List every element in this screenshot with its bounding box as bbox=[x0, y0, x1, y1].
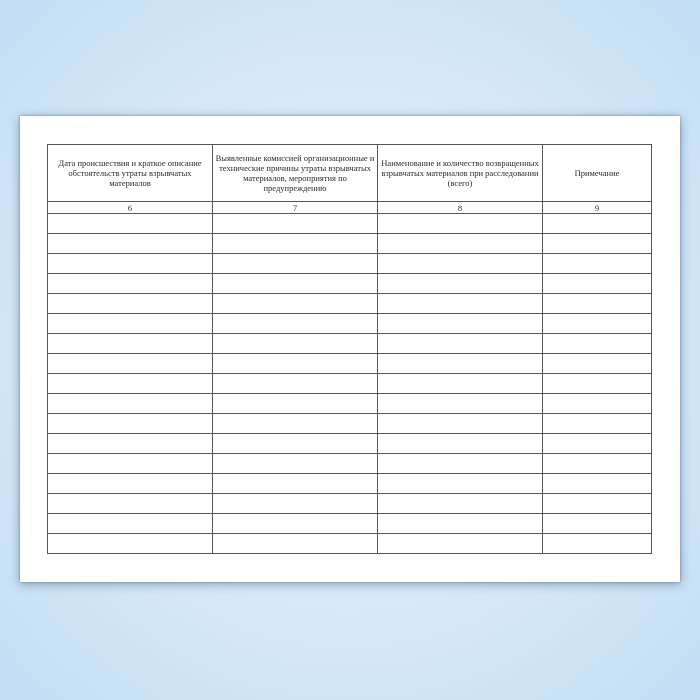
table-cell bbox=[378, 534, 543, 554]
table-cell bbox=[48, 294, 213, 314]
table-cell bbox=[48, 394, 213, 414]
table-cell bbox=[213, 234, 378, 254]
table-row bbox=[48, 314, 652, 334]
table-cell bbox=[378, 354, 543, 374]
table-cell bbox=[48, 234, 213, 254]
table-cell bbox=[48, 414, 213, 434]
table-row bbox=[48, 334, 652, 354]
table-cell bbox=[378, 234, 543, 254]
table-cell bbox=[543, 414, 652, 434]
table-cell bbox=[48, 534, 213, 554]
column-number-row bbox=[48, 202, 652, 214]
table-cell bbox=[543, 274, 652, 294]
table-cell bbox=[213, 454, 378, 474]
ledger-table bbox=[47, 144, 652, 554]
table-cell bbox=[213, 534, 378, 554]
column-header-returned-materials: Наименование и количество возвращенных взрывчатых материалов при расследовании (всего) bbox=[378, 145, 543, 202]
table-row bbox=[48, 294, 652, 314]
table-cell bbox=[378, 294, 543, 314]
table-cell bbox=[48, 374, 213, 394]
table-cell bbox=[543, 434, 652, 454]
table-cell bbox=[378, 254, 543, 274]
table-cell bbox=[213, 354, 378, 374]
table-cell bbox=[213, 294, 378, 314]
table-cell bbox=[48, 474, 213, 494]
table-cell bbox=[543, 354, 652, 374]
table-cell bbox=[213, 414, 378, 434]
header-row bbox=[48, 145, 652, 202]
table-cell bbox=[48, 214, 213, 234]
table-cell bbox=[543, 534, 652, 554]
table-cell bbox=[543, 254, 652, 274]
table-cell bbox=[543, 314, 652, 334]
table-row bbox=[48, 454, 652, 474]
table-cell bbox=[543, 514, 652, 534]
table-row bbox=[48, 234, 652, 254]
table-cell bbox=[543, 394, 652, 414]
table-cell bbox=[48, 254, 213, 274]
table-cell bbox=[543, 494, 652, 514]
table-cell bbox=[378, 414, 543, 434]
table-cell bbox=[378, 274, 543, 294]
table-row bbox=[48, 374, 652, 394]
table-row bbox=[48, 394, 652, 414]
table-row bbox=[48, 414, 652, 434]
table-cell bbox=[48, 514, 213, 534]
table-cell bbox=[48, 354, 213, 374]
table-cell bbox=[378, 434, 543, 454]
table-cell bbox=[213, 274, 378, 294]
table-cell bbox=[543, 474, 652, 494]
table-cell bbox=[378, 334, 543, 354]
table-cell bbox=[213, 434, 378, 454]
table-row bbox=[48, 434, 652, 454]
table-cell bbox=[48, 314, 213, 334]
ledger-body bbox=[48, 214, 652, 554]
table-row bbox=[48, 474, 652, 494]
table-cell bbox=[543, 294, 652, 314]
table-cell bbox=[48, 434, 213, 454]
column-number: 9 bbox=[543, 202, 652, 214]
table-cell bbox=[378, 514, 543, 534]
table-cell bbox=[213, 514, 378, 534]
table-row bbox=[48, 514, 652, 534]
table-cell bbox=[213, 494, 378, 514]
column-header-incident-date: Дата происшествия и краткое описание обстоятельств утраты взрывчатых материалов bbox=[48, 145, 213, 202]
column-header-causes: Выявленные комиссией организационные и технические причины утраты взрывчатых материалов, мероприятия по предупреждению bbox=[213, 145, 378, 202]
table-cell bbox=[48, 334, 213, 354]
table-cell bbox=[543, 334, 652, 354]
form-page bbox=[20, 116, 680, 582]
table-cell bbox=[213, 254, 378, 274]
column-header-note: Примечание bbox=[543, 145, 652, 202]
table-cell bbox=[543, 214, 652, 234]
table-cell bbox=[378, 374, 543, 394]
column-number: 8 bbox=[378, 202, 543, 214]
table-row bbox=[48, 494, 652, 514]
table-row bbox=[48, 214, 652, 234]
table-cell bbox=[48, 274, 213, 294]
table-cell bbox=[543, 234, 652, 254]
table-cell bbox=[213, 394, 378, 414]
table-cell bbox=[213, 214, 378, 234]
table-cell bbox=[213, 374, 378, 394]
table-cell bbox=[213, 314, 378, 334]
table-cell bbox=[378, 474, 543, 494]
table-cell bbox=[378, 454, 543, 474]
table-cell bbox=[48, 494, 213, 514]
table-cell bbox=[378, 314, 543, 334]
column-number: 7 bbox=[213, 202, 378, 214]
table-cell bbox=[48, 454, 213, 474]
table-cell bbox=[378, 494, 543, 514]
table-row bbox=[48, 534, 652, 554]
table-row bbox=[48, 254, 652, 274]
table-cell bbox=[543, 374, 652, 394]
table-cell bbox=[213, 334, 378, 354]
column-number: 6 bbox=[48, 202, 213, 214]
table-cell bbox=[543, 454, 652, 474]
table-row bbox=[48, 274, 652, 294]
table-cell bbox=[378, 394, 543, 414]
table-row bbox=[48, 354, 652, 374]
table-cell bbox=[213, 474, 378, 494]
table-cell bbox=[378, 214, 543, 234]
